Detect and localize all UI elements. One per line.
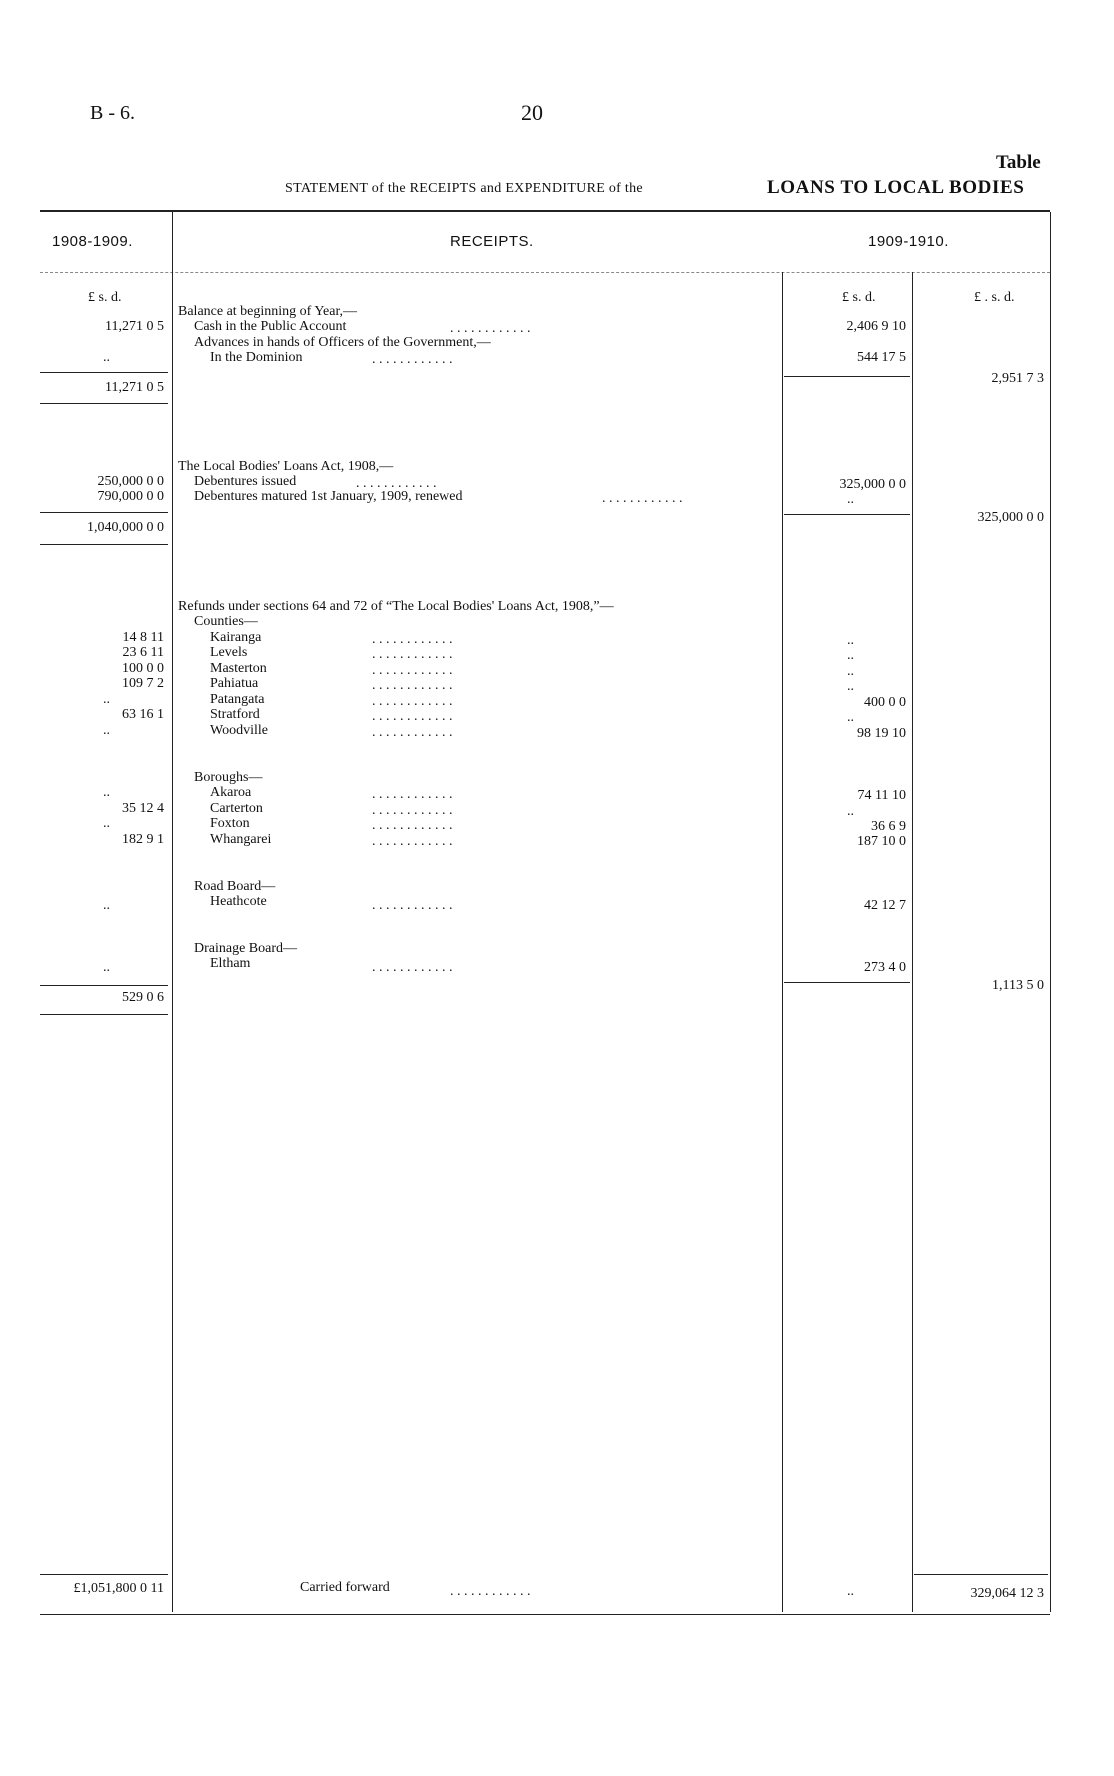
drainage-board-label: Drainage Board— xyxy=(194,941,298,956)
leader-dots: . . . . . . . . . . . . xyxy=(372,663,453,678)
prev-act-total: 1,040,000 0 0 xyxy=(87,520,164,535)
refund-name: Akaroa xyxy=(210,785,252,800)
refund-prev: 14 8 11 xyxy=(122,630,164,645)
leader-dots: . . . . . . . . . . . . xyxy=(372,709,453,724)
refund-cur: 36 6 9 xyxy=(871,819,906,834)
col-divider-2 xyxy=(782,272,783,1612)
balance-heading: Balance at beginning of Year,— xyxy=(178,304,358,319)
rule xyxy=(784,376,910,377)
refund-prev: 63 16 1 xyxy=(122,707,164,722)
prev-balance-cash: 11,271 0 5 xyxy=(105,319,164,334)
prev-refunds-total: 529 0 6 xyxy=(122,990,164,1005)
rule xyxy=(784,982,910,983)
refund-prev: .. xyxy=(103,816,110,831)
leader-dots: . . . . . . . . . . . . xyxy=(602,491,683,506)
rule xyxy=(40,1574,168,1575)
refund-cur: .. xyxy=(847,664,854,679)
refund-prev: .. xyxy=(103,785,110,800)
title-prefix: STATEMENT of the RECEIPTS and EXPENDITURE of the xyxy=(285,181,643,196)
rule xyxy=(40,544,168,545)
refund-cur: 187 10 0 xyxy=(857,834,906,849)
refund-name: Stratford xyxy=(210,707,260,722)
road-board-label: Road Board— xyxy=(194,879,276,894)
receipts-heading: RECEIPTS. xyxy=(450,233,534,250)
cur-lsd-heading: £ s. d. xyxy=(842,290,876,305)
cur-balance-cash: 2,406 9 10 xyxy=(846,319,906,334)
cur-act-renewed: .. xyxy=(847,492,854,507)
refund-prev: .. xyxy=(103,723,110,738)
refund-cur: .. xyxy=(847,804,854,819)
carried-forward-label: Carried forward xyxy=(300,1580,390,1595)
refund-name: Heathcote xyxy=(210,894,267,909)
refund-name: Whangarei xyxy=(210,832,272,847)
balance-advances-label: Advances in hands of Officers of the Government,— xyxy=(194,335,491,350)
cur-balance-dominion: 544 17 5 xyxy=(857,350,906,365)
col-divider-1 xyxy=(172,212,173,1612)
refund-name: Masterton xyxy=(210,661,267,676)
prev-balance-total: 11,271 0 5 xyxy=(105,380,164,395)
refund-name: Carterton xyxy=(210,801,263,816)
table-bottom-rule xyxy=(40,1614,1050,1615)
refund-prev: 182 9 1 xyxy=(122,832,164,847)
rule xyxy=(40,372,168,373)
prev-year-heading: 1908-1909. xyxy=(52,233,133,250)
refund-cur: 273 4 0 xyxy=(864,960,906,975)
rule xyxy=(784,514,910,515)
leader-dots: . . . . . . . . . . . . xyxy=(372,960,453,975)
refund-name: Foxton xyxy=(210,816,250,831)
cur-act-issued: 325,000 0 0 xyxy=(839,477,906,492)
balance-dominion-label: In the Dominion xyxy=(210,350,303,365)
refund-cur: .. xyxy=(847,679,854,694)
refund-prev: .. xyxy=(103,898,110,913)
page-reference: B - 6. xyxy=(90,102,135,124)
leader-dots: . . . . . . . . . . . . xyxy=(450,1584,531,1599)
counties-label: Counties— xyxy=(194,614,258,629)
leader-dots: . . . . . . . . . . . . xyxy=(372,725,453,740)
cur-refunds-total: 1,113 5 0 xyxy=(992,978,1044,993)
total-carried-forward: 329,064 12 3 xyxy=(970,1586,1044,1601)
prev-act-renewed: 790,000 0 0 xyxy=(97,489,164,504)
refund-cur: .. xyxy=(847,633,854,648)
total-lsd-heading: £ . s. d. xyxy=(974,290,1015,305)
refund-prev: .. xyxy=(103,960,110,975)
leader-dots: . . . . . . . . . . . . xyxy=(372,632,453,647)
refund-cur: .. xyxy=(847,648,854,663)
act-issued-label: Debentures issued xyxy=(194,474,297,489)
rule xyxy=(40,512,168,513)
refund-prev: 109 7 2 xyxy=(122,676,164,691)
rule xyxy=(40,985,168,986)
leader-dots: . . . . . . . . . . . . xyxy=(372,803,453,818)
refunds-heading: Refunds under sections 64 and 72 of “The Local Bodies' Loans Act, 1908,”— xyxy=(178,599,614,614)
prev-balance-dominion: .. xyxy=(103,350,110,365)
prev-carried-forward: £1,051,800 0 11 xyxy=(73,1581,164,1596)
cur-year-heading: 1909-1910. xyxy=(868,233,949,250)
leader-dots: . . . . . . . . . . . . xyxy=(372,678,453,693)
table-label: Table xyxy=(996,152,1041,173)
refund-cur: .. xyxy=(847,710,854,725)
refund-name: Woodville xyxy=(210,723,268,738)
leader-dots: . . . . . . . . . . . . xyxy=(356,476,437,491)
page-number: 20 xyxy=(521,100,543,125)
refund-name: Kairanga xyxy=(210,630,262,645)
act-heading: The Local Bodies' Loans Act, 1908,— xyxy=(178,459,394,474)
leader-dots: . . . . . . . . . . . . xyxy=(372,787,453,802)
refund-prev: .. xyxy=(103,692,110,707)
refund-name: Levels xyxy=(210,645,248,660)
refund-name: Pahiatua xyxy=(210,676,259,691)
refund-name: Eltham xyxy=(210,956,251,971)
refund-cur: 42 12 7 xyxy=(864,898,906,913)
prev-lsd-heading: £ s. d. xyxy=(88,290,122,305)
refund-cur: 74 11 10 xyxy=(857,788,906,803)
prev-act-issued: 250,000 0 0 xyxy=(97,474,164,489)
act-renewed-label: Debentures matured 1st January, 1909, renewed xyxy=(194,489,463,504)
rule xyxy=(40,403,168,404)
leader-dots: . . . . . . . . . . . . xyxy=(372,818,453,833)
table-top-rule xyxy=(40,210,1050,212)
boroughs-label: Boroughs— xyxy=(194,770,263,785)
leader-dots: . . . . . . . . . . . . xyxy=(372,834,453,849)
refund-prev: 23 6 11 xyxy=(122,645,164,660)
leader-dots: . . . . . . . . . . . . xyxy=(450,321,531,336)
cur-balance-total: 2,951 7 3 xyxy=(991,371,1044,386)
col-divider-4 xyxy=(1050,212,1051,1612)
cur-carried-forward: .. xyxy=(847,1584,854,1599)
refund-prev: 100 0 0 xyxy=(122,661,164,676)
leader-dots: . . . . . . . . . . . . xyxy=(372,647,453,662)
cur-act-total: 325,000 0 0 xyxy=(977,510,1044,525)
refund-name: Patangata xyxy=(210,692,265,707)
rule xyxy=(40,1014,168,1015)
leader-dots: . . . . . . . . . . . . xyxy=(372,898,453,913)
refund-cur: 98 19 10 xyxy=(857,726,906,741)
title-main: LOANS TO LOCAL BODIES xyxy=(767,177,1025,198)
refund-cur: 400 0 0 xyxy=(864,695,906,710)
header-rule xyxy=(40,272,1050,273)
leader-dots: . . . . . . . . . . . . xyxy=(372,352,453,367)
refund-prev: 35 12 4 xyxy=(122,801,164,816)
balance-cash-label: Cash in the Public Account xyxy=(194,319,347,334)
leader-dots: . . . . . . . . . . . . xyxy=(372,694,453,709)
col-divider-3 xyxy=(912,272,913,1612)
rule xyxy=(914,1574,1048,1575)
